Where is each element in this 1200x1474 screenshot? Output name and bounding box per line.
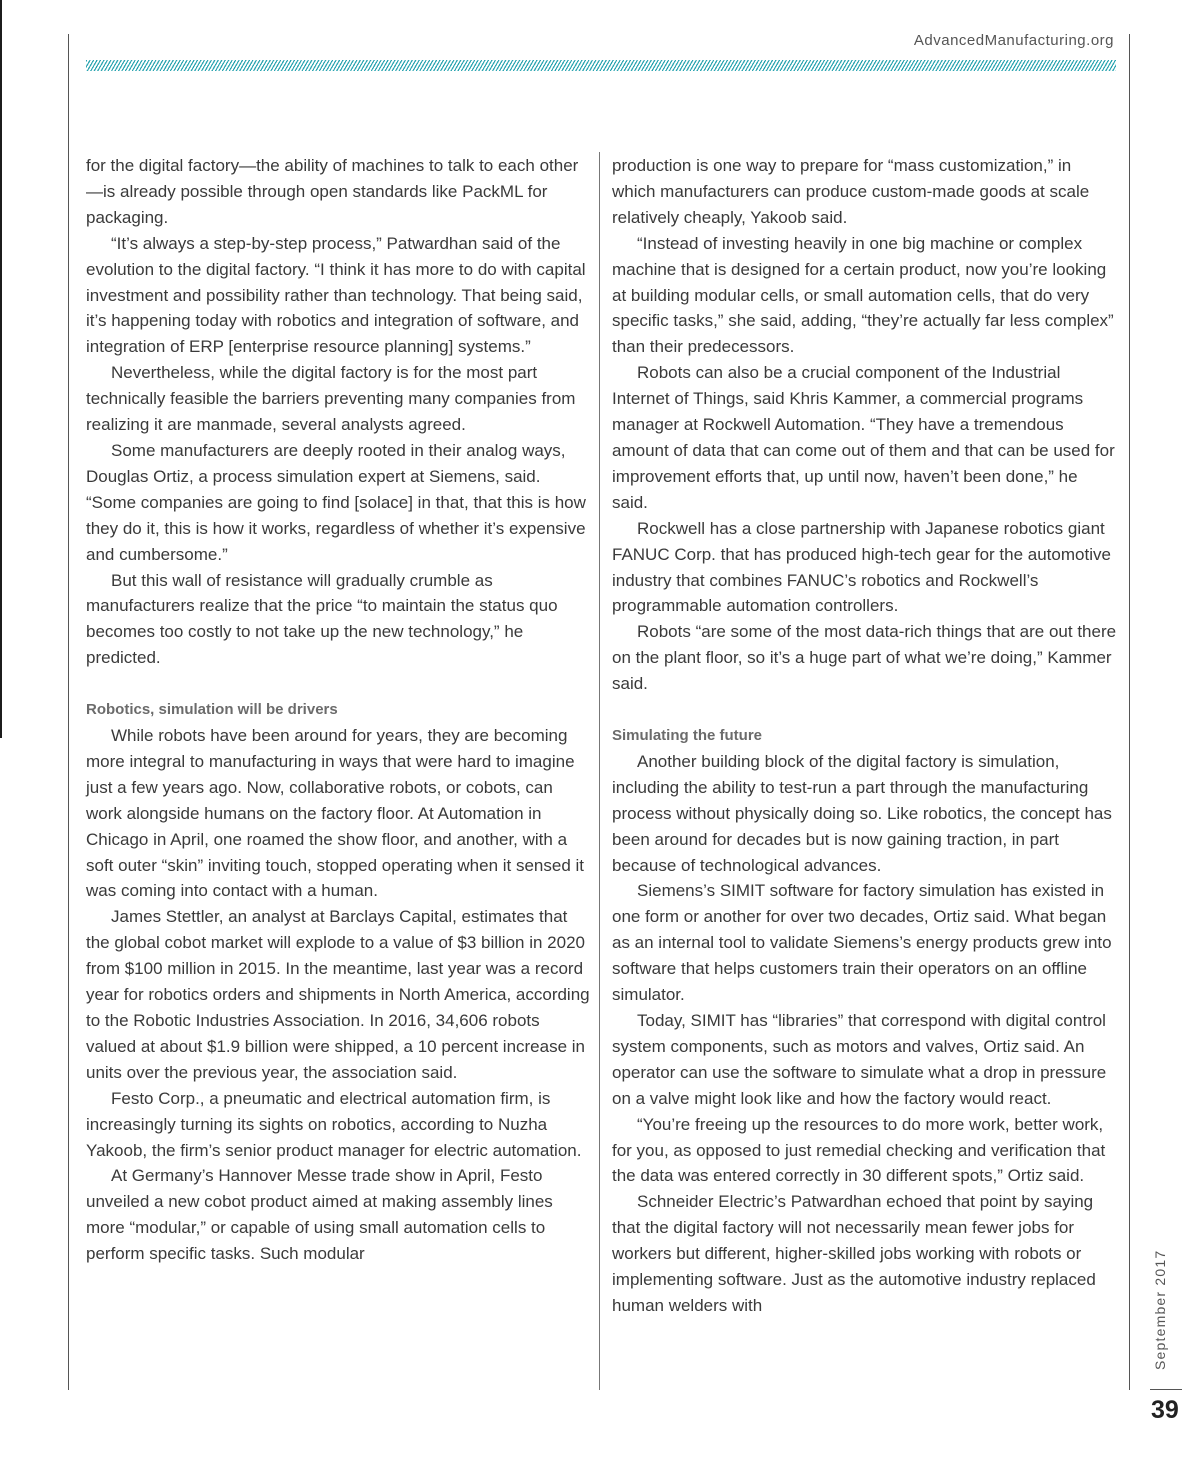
paragraph: Robots “are some of the most data-rich things that are out there on the plant floor, so it’s a huge part of what we’re doing,” Kammer said. — [612, 622, 1117, 694]
left-column — [86, 153, 592, 1267]
paragraph: Another building block of the digital factory is simulation, including the ability to test-run a part through the manufacturing process without physically doing so. Like robotics, the concept has been around for decades but is now gaining traction, in part because of technological advances. — [612, 751, 1112, 875]
left-edge-bar — [0, 0, 2, 738]
paragraph: While robots have been around for years, they are becoming more integral to manufacturing in ways that were hard to imagine just a few years ago. Now, collaborative robots, or cobots, can work alongside humans on the factory floor. At Automation in Chicago in April, one roamed the show floor, and another, with a soft outer “skin” inviting touch, stopped operating when it sensed it was coming into contact with a human. — [86, 726, 585, 901]
column-divider — [599, 152, 600, 1390]
paragraph: But this wall of resistance will gradually crumble as manufacturers realize that the price “to maintain the status quo becomes too costly to not take up the new technology,” he predicted. — [86, 570, 558, 668]
site-name: AdvancedManufacturing.org — [913, 32, 1114, 49]
right-margin-rule — [1129, 34, 1130, 1390]
paragraph: for the digital factory—the ability of machines to talk to each other—is already possible through open standards like PackML for packaging. — [86, 156, 579, 227]
page-number: 39 — [1151, 1396, 1179, 1424]
paragraph: “Instead of investing heavily in one big machine or complex machine that is designed for a certain product, now you’re looking at building modular cells, or small automation cells, that do very specific tasks,” she said, adding, “they’re actually far less complex” than their predecessors. — [612, 233, 1114, 357]
page-number-rule — [1150, 1389, 1182, 1390]
paragraph: Today, SIMIT has “libraries” that correspond with digital control system components, such as motors and valves, Ortiz said. An operator can use the software to simulate what a drop in pressure on a valve might look like and how the factory would react. — [612, 1011, 1107, 1108]
paragraph: Robots can also be a crucial component of the Industrial Internet of Things, said Khris Kammer, a commercial programs manager at Rockwell Automation. “They have a tremendous amount of data that can come out of them and that can be used for improvement efforts that, up until now, haven’t been done,” he said. — [612, 363, 1115, 512]
paragraph: production is one way to prepare for “mass customization,” in which manufacturers can produce custom-made goods at scale relatively cheaply, Yakoob said. — [612, 156, 1090, 227]
section-heading: Robotics, simulation will be drivers — [86, 701, 338, 719]
paragraph: James Stettler, an analyst at Barclays Capital, estimates that the global cobot market will explode to a value of $3 billion in 2020 from $100 million in 2015. In the meantime, last year was a record year for robotics orders and shipments in North America, according to the Robotic Industries Association. In 2016, 34,606 robots valued at about $1.9 billion were shipped, a 10 percent increase in units over the previous year, the association said. — [86, 907, 590, 1082]
paragraph: Festo Corp., a pneumatic and electrical automation firm, is increasingly turning its sights on robotics, according to Nuzha Yakoob, the firm’s senior product manager for electric automation. — [86, 1088, 582, 1160]
paragraph: “It’s always a step-by-step process,” Patwardhan said of the evolution to the digital factory. “I think it has more to do with capital investment and possibility rather than technology. That being said, it’s happening today with robotics and integration of software, and integration of ERP [enterprise resource planning] systems.” — [86, 233, 586, 357]
right-column — [612, 153, 1118, 1319]
paragraph: Nevertheless, while the digital factory is for the most part technically feasible the barriers preventing many companies from realizing it are manmade, several analysts agreed. — [86, 363, 576, 435]
left-margin-rule — [68, 34, 69, 1390]
paragraph: Rockwell has a close partnership with Japanese robotics giant FANUC Corp. that has produced high-tech gear for the automotive industry that combines FANUC’s robotics and Rockwell’s programmable automation controllers. — [612, 518, 1111, 616]
paragraph: Some manufacturers are deeply rooted in their analog ways, Douglas Ortiz, a process simulation expert at Siemens, said. “Some companies are going to find [solace] in that, that this is how they do it, this is how it works, regardless of whether it’s expensive and cumbersome.” — [86, 440, 586, 564]
paragraph: “You’re freeing up the resources to do more work, better work, for you, as opposed to just remedial checking and verification that the data was entered correctly in 30 different spots,” Ortiz said. — [612, 1114, 1106, 1186]
issue-date: September 2017 — [1152, 1249, 1168, 1370]
paragraph: Siemens’s SIMIT software for factory simulation has existed in one form or another for over two decades, Ortiz said. What began as an internal tool to validate Siemens’s energy products grew into software that helps customers train their operators on an offline simulator. — [612, 881, 1112, 1005]
section-heading: Simulating the future — [612, 727, 762, 745]
paragraph: At Germany’s Hannover Messe trade show in April, Festo unveiled a new cobot product aimed at making assembly lines more “modular,” or capable of using small automation cells to perform specific tasks. Such modular — [86, 1166, 553, 1264]
decorative-hatch-band — [86, 60, 1116, 71]
paragraph: Schneider Electric’s Patwardhan echoed that point by saying that the digital factory will not necessarily mean fewer jobs for workers but different, higher-skilled jobs working with robots or implementing software. Just as the automotive industry replaced human welders with — [612, 1192, 1096, 1315]
